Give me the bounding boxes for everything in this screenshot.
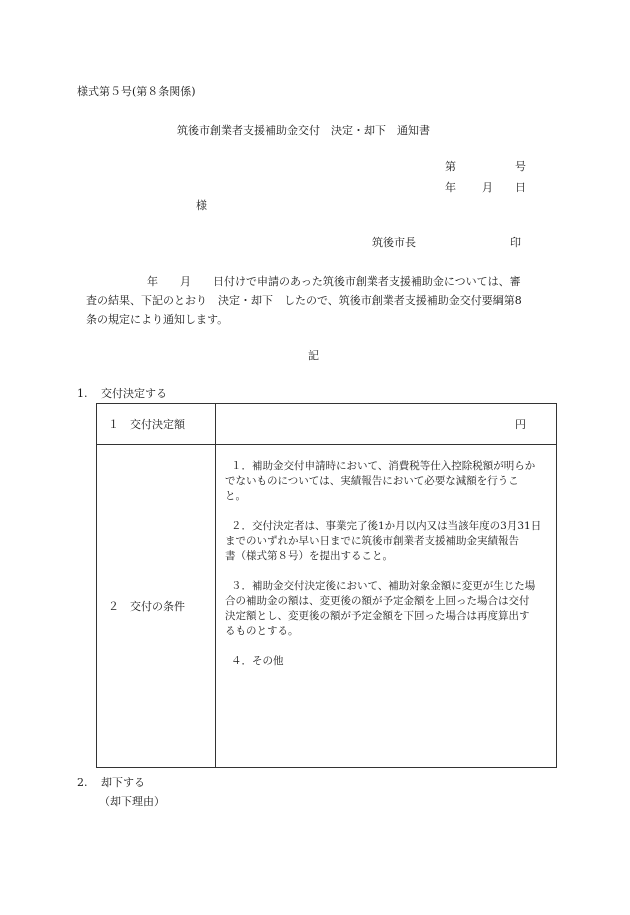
section-label: 却下する xyxy=(101,776,145,789)
condition-item xyxy=(225,519,546,564)
row-header-conditions: ２ 交付の条件 xyxy=(97,445,216,768)
date-year: 年 xyxy=(445,181,456,194)
document-title: 筑後市創業者支援補助金交付 決定・却下 通知書 xyxy=(177,124,430,137)
grant-table xyxy=(96,403,557,768)
seal-mark: 印 xyxy=(510,236,521,249)
condition-item xyxy=(225,579,546,639)
condition-line: ２．交付決定者は、事業完了後1か月以内又は当該年度の3月31日 xyxy=(231,520,542,532)
addressee: 様 xyxy=(196,199,207,212)
condition-line: までのいずれか早い日までに筑後市創業者支援補助金実績報告 xyxy=(225,535,519,547)
body-line: 条の規定により通知します。 xyxy=(86,313,229,326)
body-paragraph xyxy=(77,272,547,329)
section-reject xyxy=(77,776,145,790)
ki-heading: 記 xyxy=(308,349,319,362)
grant-amount-cell: 円 xyxy=(216,404,557,445)
table-row xyxy=(97,404,557,445)
section-number: 2. xyxy=(77,776,88,789)
form-label: 様式第５号(第８条関係) xyxy=(77,85,196,98)
date-month: 月 xyxy=(482,181,493,194)
row-header-amount: １ 交付決定額 xyxy=(97,404,216,445)
conditions-cell xyxy=(216,445,557,768)
condition-line: と。 xyxy=(225,490,246,502)
reject-reason-label: （却下理由） xyxy=(99,795,165,808)
condition-line: 合の補助金の額は、変更後の額が予定金額を上回った場合は交付 xyxy=(225,595,530,607)
document-number-suffix: 号 xyxy=(515,160,526,173)
table-row xyxy=(97,445,557,768)
issuer-name: 筑後市長 xyxy=(372,236,416,249)
body-line: 査の結果、下記のとおり 決定・却下 したので、筑後市創業者支援補助金交付要綱第8 xyxy=(86,294,522,307)
condition-line: でないものについては、実績報告において必要な減額を行うこ xyxy=(225,475,519,487)
condition-line: 書（様式第８号）を提出すること。 xyxy=(225,550,393,562)
condition-line: ４．その他 xyxy=(231,655,284,667)
section-number: 1. xyxy=(77,387,88,400)
condition-line: 決定額とし、変更後の額が予定金額を下回った場合は再度算出す xyxy=(225,610,530,622)
condition-line: ３．補助金交付決定後において、補助対象金額に変更が生じた場 xyxy=(231,580,536,592)
condition-line: るものとする。 xyxy=(225,625,299,637)
date-day: 日 xyxy=(515,181,526,194)
section-grant xyxy=(77,387,167,401)
condition-item xyxy=(225,654,546,669)
body-line: 年 月 日付けで申請のあった筑後市創業者支援補助金については、審 xyxy=(147,275,521,288)
document-number-prefix: 第 xyxy=(445,160,456,173)
section-label: 交付決定する xyxy=(101,387,167,400)
condition-item xyxy=(225,459,546,504)
condition-line: １．補助金交付申請時において、消費税等仕入控除税額が明らか xyxy=(231,460,536,472)
